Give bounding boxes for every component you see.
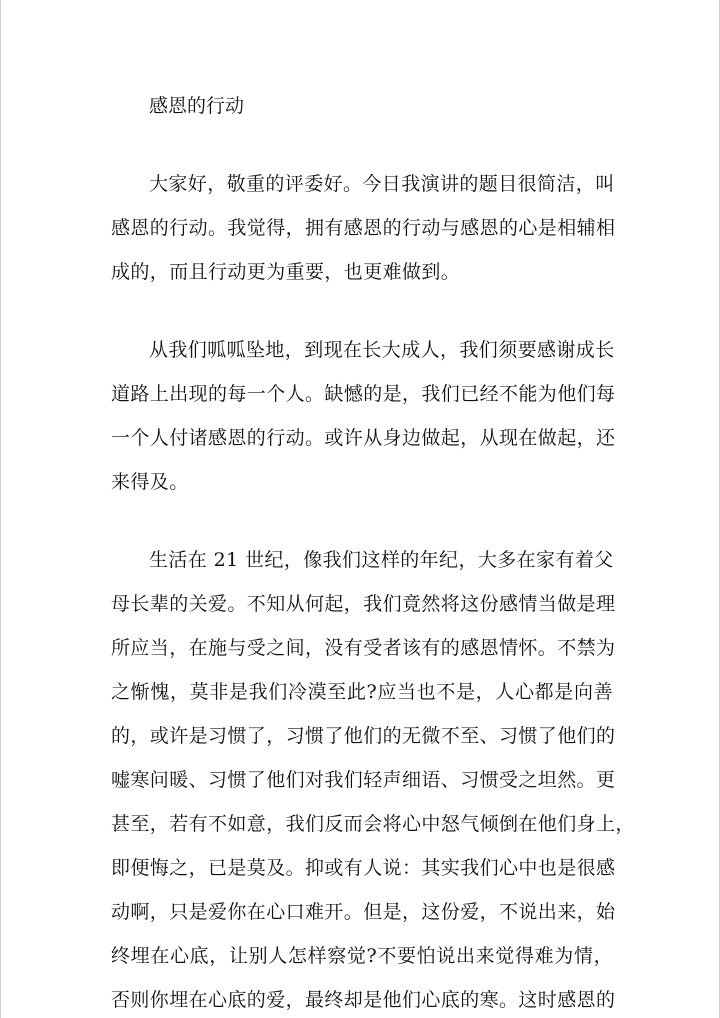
paragraph-3-line-1: 生活在 21 世纪，像我们这样的年纪，大多在家有着父 xyxy=(149,549,614,571)
paragraph-3-line-9: 动啊，只是爱你在心口难开。但是，这份爱，不说出来，始 xyxy=(111,901,616,923)
paragraph-3-line-8: 即便悔之，已是莫及。抑或有人说：其实我们心中也是很感 xyxy=(111,857,616,879)
paragraph-3-line-11: 否则你埋在心底的爱，最终却是他们心底的寒。这时感恩的 xyxy=(111,989,616,1011)
paragraph-2-line-3: 一个人付诸感恩的行动。或许从身边做起，从现在做起，还 xyxy=(111,427,616,449)
paragraph-2-line-2: 道路上出现的每一个人。缺憾的是，我们已经不能为他们每 xyxy=(111,383,616,405)
paragraph-3-line-4: 之惭愧，莫非是我们冷漠至此?应当也不是，人心都是向善 xyxy=(111,681,613,703)
paragraph-2-line-1: 从我们呱呱坠地，到现在长大成人，我们须要感谢成长 xyxy=(149,339,615,361)
paragraph-3-line-7: 甚至，若有不如意，我们反而会将心中怒气倾倒在他们身上， xyxy=(111,813,635,835)
paragraph-3-line-10: 终埋在心底，让别人怎样察觉?不要怕说出来觉得难为情， xyxy=(111,945,613,967)
document-title: 感恩的行动 xyxy=(149,95,245,117)
paragraph-3-line-2: 母长辈的关爱。不知从何起，我们竟然将这份感情当做是理 xyxy=(111,593,616,615)
paragraph-2-line-4: 来得及。 xyxy=(111,471,189,493)
paragraph-1-line-1: 大家好，敬重的评委好。今日我演讲的题目很简洁，叫 xyxy=(149,173,615,195)
paragraph-3-line-5: 的，或许是习惯了，习惯了他们的无微不至、习惯了他们的 xyxy=(111,725,616,747)
paragraph-3-line-3: 所应当，在施与受之间，没有受者该有的感恩情怀。不禁为 xyxy=(111,637,616,659)
paragraph-1-line-3: 成的，而且行动更为重要，也更难做到。 xyxy=(111,261,461,283)
paragraph-3-line-6: 嘘寒问暖、习惯了他们对我们轻声细语、习惯受之坦然。更 xyxy=(111,769,616,791)
paragraph-1-line-2: 感恩的行动。我觉得，拥有感恩的行动与感恩的心是相辅相 xyxy=(111,217,616,239)
